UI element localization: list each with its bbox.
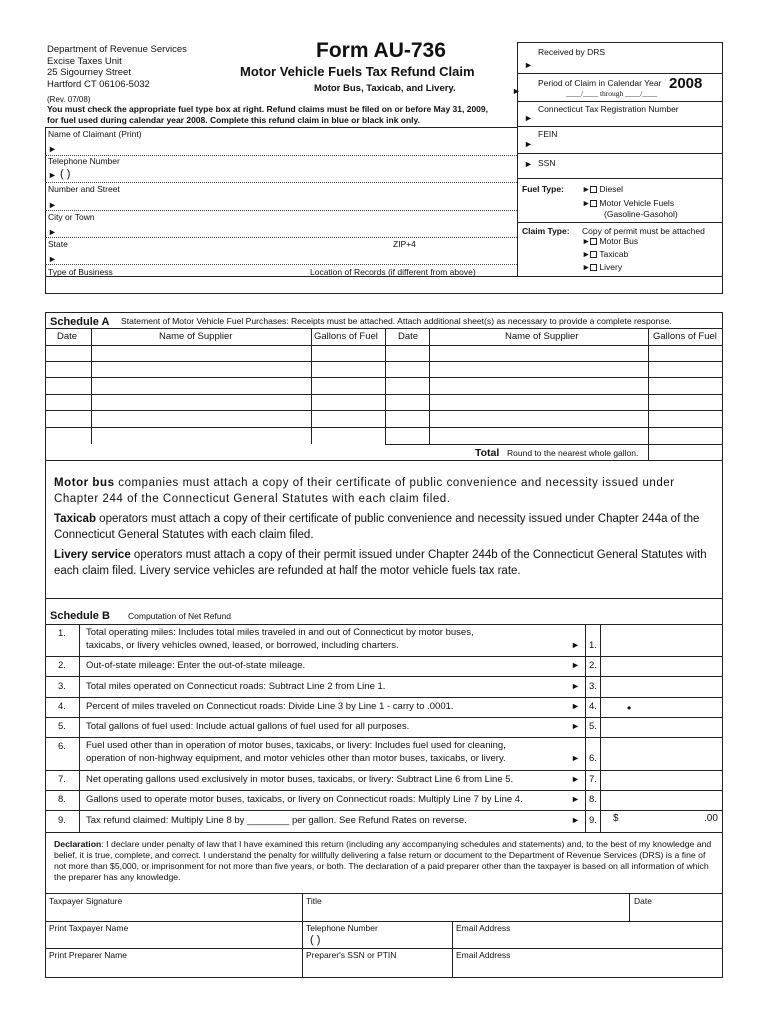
schedule-a-title: Schedule A — [50, 316, 110, 328]
line-number: 1. — [58, 628, 66, 639]
checkbox-icon[interactable] — [590, 264, 597, 271]
arrow-icon: ► — [571, 640, 580, 650]
arrow-icon: ► — [582, 236, 591, 246]
mvf-option[interactable]: ► Motor Vehicle Fuels — [582, 198, 675, 208]
zip-label: ZIP+4 — [393, 239, 416, 249]
checkbox-icon[interactable] — [590, 251, 597, 258]
arrow-icon: ► — [48, 200, 57, 210]
line-text: Tax refund claimed: Multiply Line 8 by ________ per gallon. See Refund Rates on reverse. — [86, 815, 467, 826]
received-by-drs: Received by DRS — [538, 47, 606, 57]
line-number: 6. — [58, 741, 66, 752]
form-title: Form AU-736 — [316, 39, 446, 62]
table-row[interactable] — [45, 427, 723, 428]
form-subtitle-2: Motor Bus, Taxicab, and Livery. — [314, 83, 456, 94]
arrow-icon: ► — [571, 701, 580, 711]
line-text: Total operating miles: Includes total miles traveled in and out of Connecticut by motor buses, — [86, 627, 474, 638]
right-panel-border — [517, 42, 518, 276]
line-number: 3. — [58, 680, 66, 692]
dept-street: 25 Sigourney Street — [47, 67, 131, 78]
taxpayer-signature-field[interactable]: Taxpayer Signature — [49, 896, 123, 906]
decimal-dot: • — [627, 701, 632, 715]
line-number: 9. — [58, 815, 66, 826]
line-7-amount-field[interactable] — [601, 770, 722, 790]
line-ref: 2. — [589, 660, 597, 671]
line-ref: 8. — [589, 794, 597, 805]
line-3-amount-field[interactable] — [601, 676, 722, 697]
instruction-line-1: You must check the appropriate fuel type box at right. Refund claims must be filed on or before May 31, 2009, — [47, 104, 488, 114]
line-ref: 1. — [589, 640, 597, 651]
dept-name: Department of Revenue Services — [47, 44, 187, 55]
dept-city: Hartford CT 06106-5032 — [47, 79, 150, 90]
line-1-amount-field[interactable] — [601, 624, 722, 656]
table-row[interactable] — [45, 410, 723, 411]
line-ref: 9. — [589, 815, 597, 826]
sig-telephone-field[interactable]: ( ) — [310, 934, 321, 946]
telephone-field[interactable]: ( ) — [60, 168, 71, 180]
fein-label: FEIN — [538, 129, 558, 139]
motor-bus-note: Motor bus companies must attach a copy of their certificate of public convenience and necessity issued under Chapter 244 of the Connecticut General Statutes with each claim filed. — [54, 477, 675, 505]
line-text: Fuel used other than in operation of motor buses, taxicabs, or livery: Includes fuel used for cleaning, — [86, 740, 506, 751]
copy-permit-note: Copy of permit must be attached — [582, 226, 705, 236]
arrow-icon: ► — [48, 170, 57, 180]
line-text: Total miles operated on Connecticut roads: Subtract Line 2 from Line 1. — [86, 680, 386, 692]
revision: (Rev. 07/08) — [47, 95, 91, 104]
arrow-icon: ► — [571, 774, 580, 784]
email-field-1[interactable]: Email Address — [456, 923, 511, 933]
line-number: 7. — [58, 774, 66, 785]
records-location-label: Location of Records (if different from above) — [310, 267, 476, 277]
line-number: 2. — [58, 660, 66, 671]
col-supplier-2: Name of Supplier — [505, 331, 579, 342]
col-gallons-1: Gallons of Fuel — [314, 331, 378, 342]
motor-bus-option[interactable]: ► Motor Bus — [582, 236, 639, 246]
line-text: Percent of miles traveled on Connecticut roads: Divide Line 3 by Line 1 - carry to .0001. — [86, 701, 454, 712]
col-date-1: Date — [57, 331, 78, 342]
dollar-sign: $ — [613, 813, 619, 824]
line-4-amount-field[interactable] — [601, 697, 722, 717]
arrow-icon: ► — [512, 86, 521, 96]
arrow-icon: ► — [582, 262, 591, 272]
table-row[interactable] — [45, 361, 723, 362]
table-row[interactable] — [45, 377, 723, 378]
title-field[interactable]: Title — [306, 896, 322, 906]
instruction-line-2: for fuel used during calendar year 2008. Complete this refund claim in blue or black ink only. — [47, 115, 420, 125]
email-field-2[interactable]: Email Address — [456, 950, 511, 960]
cents-field[interactable]: .00 — [704, 813, 718, 824]
taxicab-note: Taxicab operators must attach a copy of their certificate of public convenience and necessity issued under Chapter 244a of the Connecticut General Statutes with each claim filed. — [54, 513, 700, 541]
livery-note: Livery service operators must attach a copy of their permit issued under Chapter 244b of the Connecticut General Statutes with each claim filed. Livery service vehicles are refunded at half the motor vehicle fuels tax rate. — [54, 549, 707, 577]
arrow-icon: ► — [571, 680, 580, 691]
line-ref: 5. — [589, 721, 597, 732]
claim-type-label: Claim Type: — [522, 226, 570, 236]
arrow-icon: ► — [524, 159, 533, 169]
schedule-b-title: Schedule B — [50, 610, 110, 622]
date-field[interactable]: Date — [634, 896, 652, 906]
state-label: State — [48, 239, 68, 249]
col-supplier-1: Name of Supplier — [159, 331, 233, 342]
street-label: Number and Street — [48, 184, 120, 194]
col-gallons-2: Gallons of Fuel — [653, 331, 717, 342]
line-6-amount-field[interactable] — [601, 737, 722, 770]
col-date-2: Date — [398, 331, 419, 342]
arrow-icon: ► — [48, 144, 57, 154]
arrow-icon: ► — [524, 139, 533, 149]
total-label: Total — [475, 447, 500, 459]
line-text: Out-of-state mileage: Enter the out-of-state mileage. — [86, 660, 306, 671]
livery-option[interactable]: ► Livery — [582, 262, 623, 272]
claimant-name-label: Name of Claimant (Print) — [48, 129, 142, 139]
schedule-b-desc: Computation of Net Refund — [128, 611, 232, 621]
calendar-year: 2008 — [669, 75, 703, 92]
round-note: Round to the nearest whole gallon. — [507, 448, 639, 458]
arrow-icon: ► — [582, 184, 591, 194]
arrow-icon: ► — [571, 721, 580, 731]
line-text: Total gallons of fuel used: Include actual gallons of fuel used for all purposes. — [86, 721, 410, 732]
line-number: 4. — [58, 701, 66, 712]
arrow-icon: ► — [524, 113, 533, 123]
telephone-label: Telephone Number — [48, 156, 120, 166]
taxicab-option[interactable]: ► Taxicab — [582, 249, 629, 259]
arrow-icon: ► — [571, 794, 580, 804]
reg-number-label: Connecticut Tax Registration Number — [538, 104, 679, 114]
arrow-icon: ► — [571, 815, 580, 825]
dept-unit: Excise Taxes Unit — [47, 56, 122, 67]
print-preparer-field[interactable]: Print Preparer Name — [49, 950, 127, 960]
period-label: Period of Claim in Calendar Year — [538, 78, 662, 88]
line-text: Gallons used to operate motor buses, taxicabs, or livery on Connecticut roads: Multiply Line 7 by Line 4. — [86, 794, 523, 805]
arrow-icon: ► — [582, 249, 591, 259]
business-type-label: Type of Business — [48, 267, 113, 277]
sig-telephone-label: Telephone Number — [306, 923, 378, 933]
line-8-amount-field[interactable] — [601, 790, 722, 810]
period-range-field[interactable]: ____/____ through ____/____ — [566, 89, 658, 98]
fuel-type-label: Fuel Type: — [522, 184, 564, 194]
city-label: City or Town — [48, 212, 95, 222]
table-row[interactable] — [45, 394, 723, 395]
arrow-icon: ► — [524, 60, 533, 70]
line-5-amount-field[interactable] — [601, 717, 722, 737]
line-ref: 7. — [589, 774, 597, 785]
diesel-option[interactable]: ► Diesel — [582, 184, 624, 194]
line-text-2: operation of non-highway equipment, and motor vehicles other than motor buses, taxicabs, or livery. — [86, 753, 506, 764]
line-ref: 4. — [589, 701, 597, 712]
preparer-ssn-field[interactable]: Preparer's SSN or PTIN — [306, 950, 397, 960]
arrow-icon: ► — [582, 198, 591, 208]
form-subtitle: Motor Vehicle Fuels Tax Refund Claim — [240, 64, 475, 79]
print-taxpayer-field[interactable]: Print Taxpayer Name — [49, 923, 129, 933]
checkbox-icon[interactable] — [590, 238, 597, 245]
line-ref: 6. — [589, 753, 597, 764]
arrow-icon: ► — [571, 753, 580, 763]
line-number: 8. — [58, 794, 66, 805]
arrow-icon: ► — [48, 254, 57, 264]
line-2-amount-field[interactable] — [601, 656, 722, 676]
schedule-a-desc: Statement of Motor Vehicle Fuel Purchases: Receipts must be attached. Attach additional sheet(s) as necessary to provide a complete response. — [121, 316, 672, 326]
arrow-icon: ► — [48, 227, 57, 237]
line-text-2: taxicabs, or livery vehicles owned, leased, or borrowed, including charters. — [86, 640, 399, 651]
line-number: 5. — [58, 721, 66, 732]
checkbox-icon[interactable] — [590, 186, 597, 193]
arrow-icon: ► — [571, 660, 580, 670]
gasoline-note: (Gasoline-Gasohol) — [604, 209, 678, 219]
declaration-text: Declaration: I declare under penalty of law that I have examined this return (including any accompanying schedules and statements) and, to the best of my knowledge and belief, it is true, complete, and correct. I understand the penalty for willfully delivering a false return or document to the Department of Revenue Services (DRS) is a fine of not more than $5,000, or imprisonment for not more than five years, or both. The declaration of a paid preparer other than the taxpayer is based on all information of which the preparer has any knowledge. — [54, 839, 712, 883]
line-text: Net operating gallons used exclusively in motor buses, taxicabs, or livery: Subtract Line 6 from Line 5. — [86, 774, 514, 785]
line-ref: 3. — [589, 680, 597, 692]
checkbox-icon[interactable] — [590, 200, 597, 207]
ssn-label: SSN — [538, 158, 556, 168]
